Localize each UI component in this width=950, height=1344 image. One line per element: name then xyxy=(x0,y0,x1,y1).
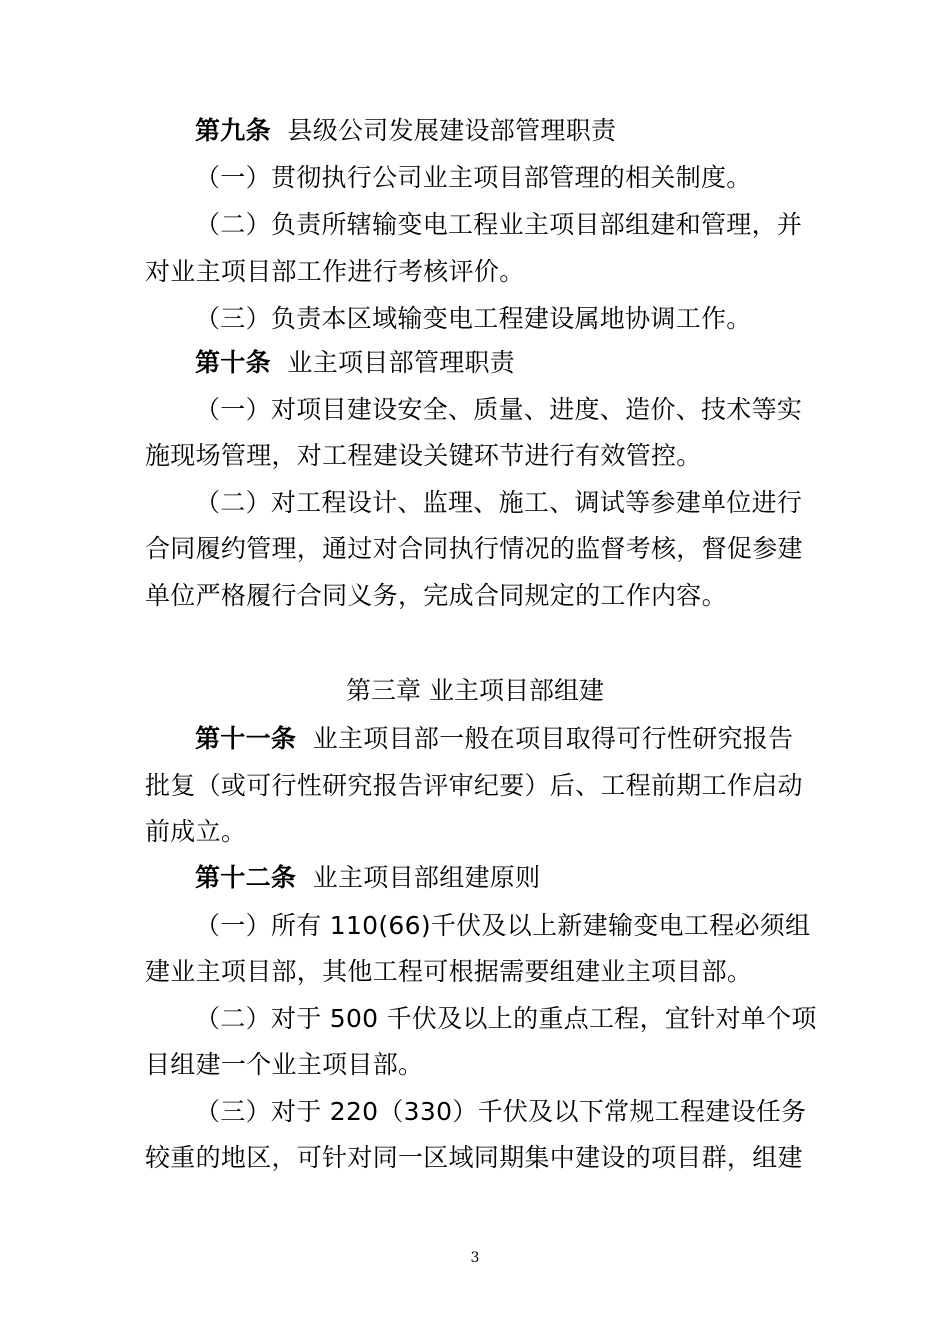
chapter-3-title: 第三章 业主项目部组建 xyxy=(346,676,604,705)
article-11-line-3: 前成立。 xyxy=(145,817,247,846)
article-10-label: 第十条 xyxy=(195,348,271,377)
article-9-title: 县级公司发展建设部管理职责 xyxy=(287,116,617,145)
article-10-item-2-line-3: 单位严格履行合同义务，完成合同规定的工作内容。 xyxy=(145,581,727,610)
article-9-item-3: （三）负责本区域输变电工程建设属地协调工作。 xyxy=(195,304,752,333)
article-10-heading-line xyxy=(195,346,815,380)
article-9-item-1: （一）贯彻执行公司业主项目部管理的相关制度。 xyxy=(195,163,752,192)
article-12-label: 第十二条 xyxy=(195,863,297,892)
article-12-item-2-line-2: 目组建一个业主项目部。 xyxy=(145,1050,424,1079)
article-12-item-1-line-1: （一）所有 110(66)千伏及以上新建输变电工程必须组 xyxy=(195,911,811,940)
article-11-label: 第十一条 xyxy=(195,724,297,753)
article-12-item-2-line-1: （二）对于 500 千伏及以上的重点工程，宜针对单个项 xyxy=(195,1004,817,1033)
article-11-line-2: 批复（或可行性研究报告评审纪要）后、工程前期工作启动 xyxy=(145,771,803,800)
article-9-item-2-line-1: （二）负责所辖输变电工程业主项目部组建和管理，并 xyxy=(195,210,803,239)
article-11-text: 业主项目部一般在项目取得可行性研究报告 xyxy=(312,724,794,753)
article-10-item-1-line-2: 施现场管理，对工程建设关键环节进行有效管控。 xyxy=(145,441,702,470)
article-10-item-2-line-2: 合同履约管理，通过对合同执行情况的监督考核，督促参建 xyxy=(145,534,803,563)
article-12-heading-line xyxy=(195,861,815,895)
article-12-item-3-line-2: 较重的地区，可针对同一区域同期集中建设的项目群，组建 xyxy=(145,1143,803,1172)
article-9-heading-line xyxy=(195,114,815,148)
page-number: 3 xyxy=(470,1250,480,1266)
article-9-item-2-line-2: 对业主项目部工作进行考核评价。 xyxy=(145,257,525,286)
article-12-item-1-line-2: 建业主项目部，其他工程可根据需要组建业主项目部。 xyxy=(145,957,753,986)
article-12-title: 业主项目部组建原则 xyxy=(312,863,541,892)
article-10-item-2-line-1: （二）对工程设计、监理、施工、调试等参建单位进行 xyxy=(195,488,803,517)
article-9-label: 第九条 xyxy=(195,116,271,145)
article-12-item-3-line-1: （三）对于 220（330）千伏及以下常规工程建设任务 xyxy=(195,1097,807,1126)
article-11-line-1 xyxy=(195,722,815,756)
article-10-title: 业主项目部管理职责 xyxy=(287,348,516,377)
article-10-item-1-line-1: （一）对项目建设安全、质量、进度、造价、技术等实 xyxy=(195,395,803,424)
